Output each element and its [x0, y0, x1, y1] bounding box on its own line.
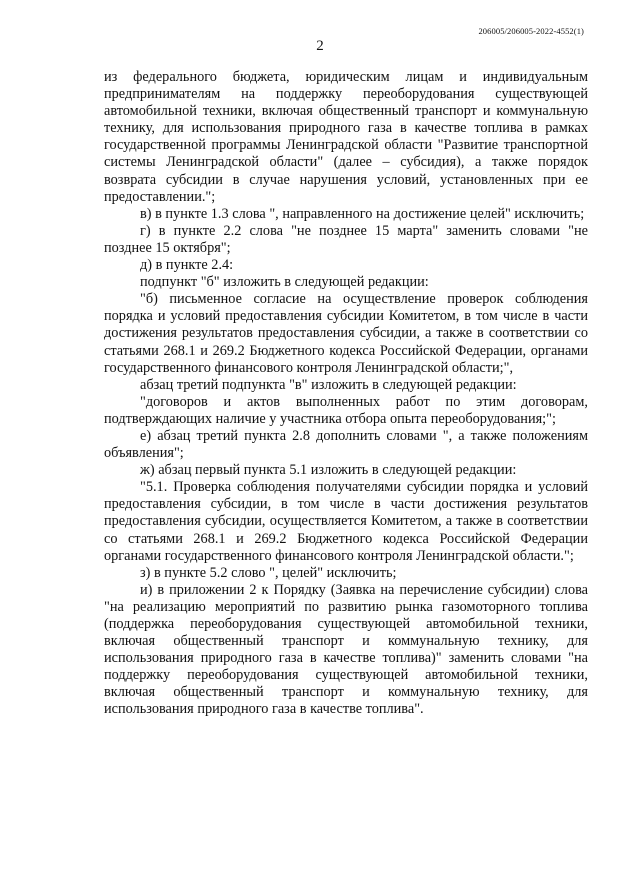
paragraph: и) в приложении 2 к Порядку (Заявка на перечисление субсидии) слова "на реализацию мероприятий по развитию рынка газомоторного топлива (поддержка переоборудования существующей автомобильной техники, включая общественный транспорт и коммунальную технику, для использования природного газа в качестве топлива)" заменить словами "на поддержку переоборудования существующей автомобильной техники, включая общественный транспорт и коммунальную технику, для использования природного газа в качестве топлива". [104, 581, 588, 718]
paragraph: "б) письменное согласие на осуществление проверок соблюдения порядка и условий предоставления субсидии Комитетом, в том числе в части достижения результатов предоставления субсидии, а также в соответствии со статьями 268.1 и 269.2 Бюджетного кодекса Российской Федерации, органами государственного финансового контроля Ленинградской области;", [104, 291, 588, 376]
page-number: 2 [316, 38, 324, 54]
document-body [104, 69, 588, 719]
paragraph: из федерального бюджета, юридическим лицам и индивидуальным предпринимателям на поддержку переоборудования существующей автомобильной техники, включая общественный транспорт и коммунальную технику, для использования природного газа в качестве топлива в рамках государственной программы Ленинградской области "Развитие транспортной системы Ленинградской области" (далее – субсидия), а также порядок возврата субсидии в случае нарушения условий, установленных при ее предоставлении."; [104, 69, 588, 205]
paragraph: "договоров и актов выполненных работ по этим договорам, подтверждающих наличие у участника отбора опыта переоборудования;"; [104, 393, 588, 427]
paragraph: абзац третий подпункта "в" изложить в следующей редакции: [140, 376, 517, 393]
paragraph: г) в пункте 2.2 слова "не позднее 15 марта" заменить словами "не позднее 15 октября"; [104, 222, 588, 256]
document-id: 206005/206005-2022-4552(1) [478, 26, 584, 36]
paragraph: з) в пункте 5.2 слово ", целей" исключить; [140, 564, 397, 581]
paragraph: "5.1. Проверка соблюдения получателями субсидии порядка и условий предоставления субсидии, в том числе в части достижения результатов предоставления субсидии, осуществляется Комитетом, а также в соответствии со статьями 268.1 и 269.2 Бюджетного кодекса Российской Федерации органами государственного финансового контроля Ленинградской области."; [104, 479, 588, 564]
paragraph: подпункт "б" изложить в следующей редакции: [140, 274, 429, 291]
paragraph: ж) абзац первый пункта 5.1 изложить в следующей редакции: [140, 462, 517, 479]
paragraph: е) абзац третий пункта 2.8 дополнить словами ", а также положениям объявления"; [104, 427, 588, 462]
paragraph: д) в пункте 2.4: [140, 257, 234, 274]
paragraph: в) в пункте 1.3 слова ", направленного на достижение целей" исключить; [140, 205, 585, 222]
